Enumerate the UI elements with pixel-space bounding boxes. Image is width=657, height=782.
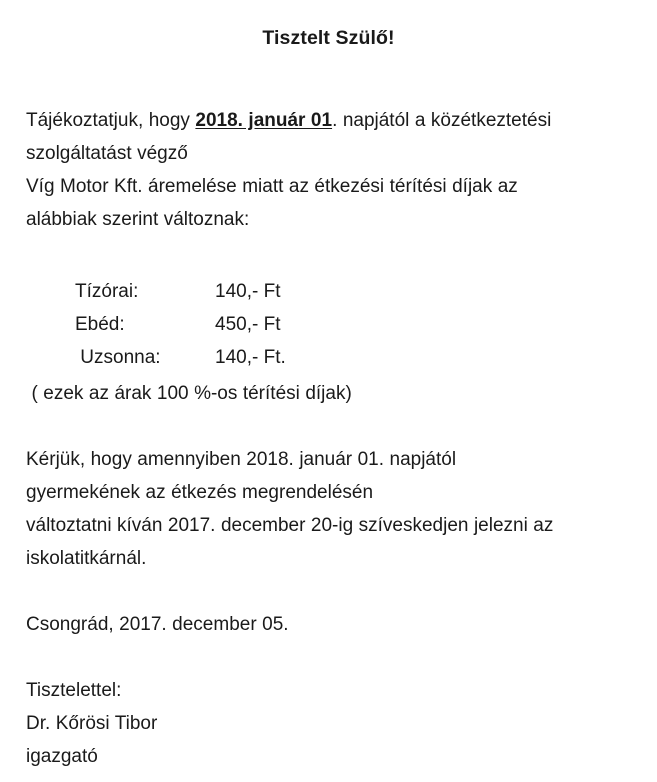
table-row [26,341,638,374]
signature-closing: Tisztelettel: [26,680,122,701]
price-label: Ebéd: [75,314,125,335]
signature-role: igazgató [26,746,98,767]
intro-line-1-prefix: Tájékoztatjuk, hogy [26,110,196,131]
price-note-line: ( ezek az árak 100 %-os térítési díjak) [26,383,352,404]
signature-name: Dr. Kőrösi Tibor [26,713,158,734]
request-line-4: iskolatitkárnál. [26,548,147,569]
price-value: 450,- Ft [215,314,281,335]
effective-date-emphasis: 2018. január 01 [195,110,333,131]
intro-line-1-suffix: . napjától a közétkeztetési [332,110,552,131]
request-paragraph [26,443,638,575]
price-value: 140,- Ft. [215,347,286,368]
price-label: Tízórai: [75,281,139,302]
intro-line-2: szolgáltatást végző [26,143,188,164]
price-note [26,377,638,410]
place-date-line: Csongrád, 2017. december 05. [26,614,289,635]
price-table [26,275,638,374]
intro-line-4: alábbiak szerint változnak: [26,209,250,230]
intro-paragraph [26,104,638,236]
request-line-3: változtatni kíván 2017. december 20-ig szíveskedjen jelezni az [26,515,554,536]
table-row [26,308,638,341]
intro-line-1 [26,104,638,137]
intro-line-3: Víg Motor Kft. áremelése miatt az étkezési térítési díjak az [26,176,518,197]
request-line-2: gyermekének az étkezés megrendelésén [26,482,374,503]
price-value: 140,- Ft [215,281,281,302]
price-label: Uzsonna: [75,347,161,368]
request-line-1: Kérjük, hogy amennyiben 2018. január 01. napjától [26,449,457,470]
signature-block [26,674,638,773]
table-row [26,275,638,308]
place-and-date [26,608,638,641]
page-title: Tisztelt Szülő! [262,27,395,50]
